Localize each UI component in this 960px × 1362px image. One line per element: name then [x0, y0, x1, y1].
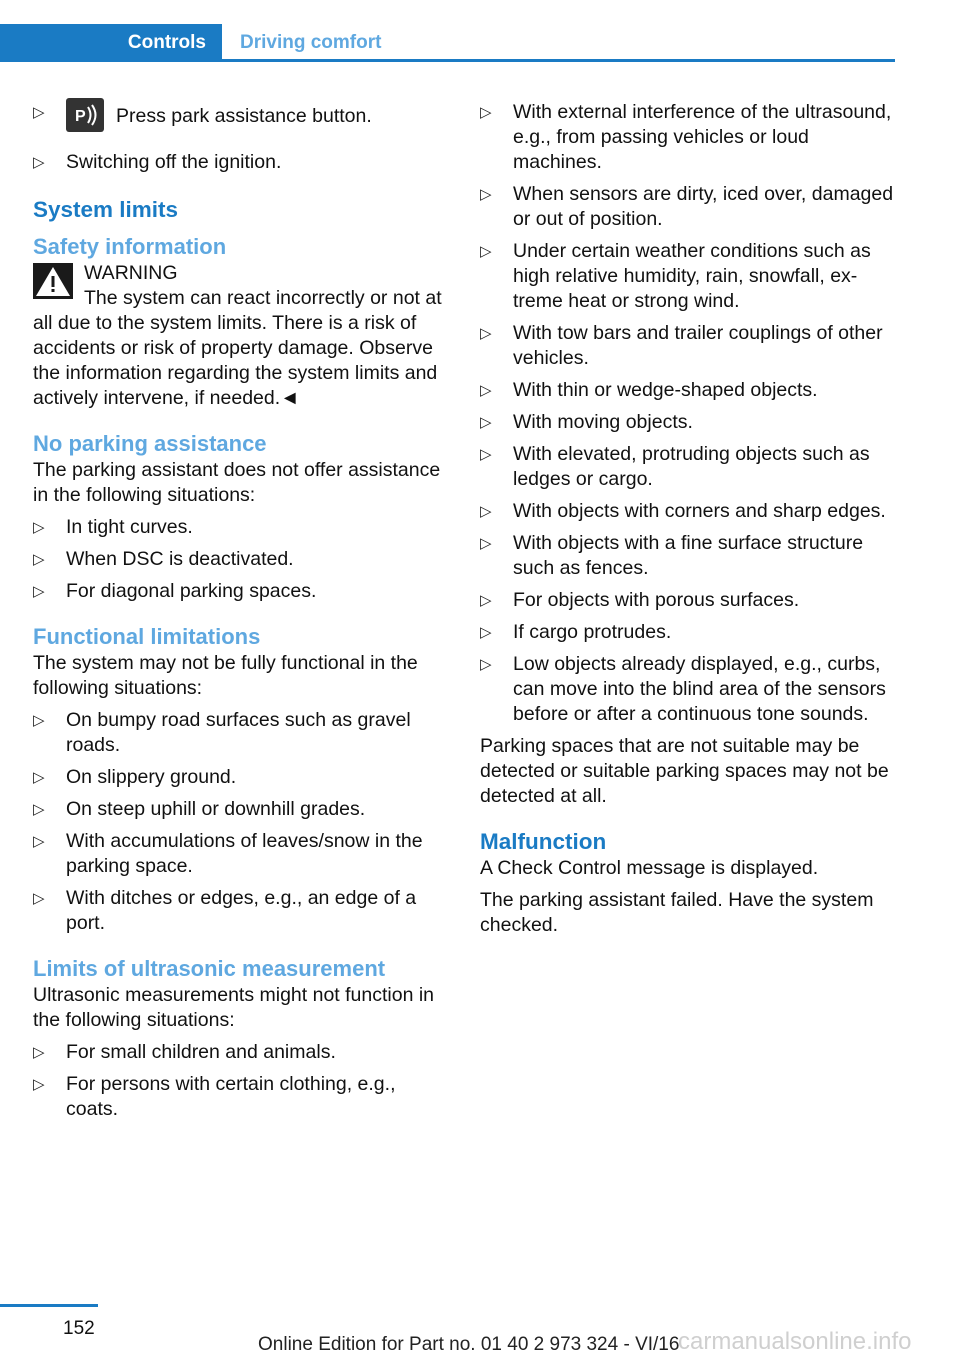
list-item-text: When sensors are dirty, iced over, damaged or out of position.	[513, 183, 894, 230]
list-item-text: Under certain weather conditions such as high relative humidity, rain, snowfall, extreme heat or strong wind.	[513, 240, 871, 312]
list-item	[33, 579, 451, 604]
list-item-text: With elevated, protruding objects such as ledges or cargo.	[513, 443, 870, 490]
list-item-text: With thin or wedge-shaped objects.	[513, 379, 818, 401]
list-item	[33, 100, 451, 134]
list-item	[33, 515, 451, 540]
list-item	[480, 100, 898, 175]
bullet-triangle-icon: ▷	[480, 414, 492, 431]
list-item-text: For objects with porous surfaces.	[513, 589, 800, 611]
page-number: 152	[63, 1318, 95, 1339]
bullet-triangle-icon: ▷	[480, 446, 492, 463]
heading-no-parking-assistance: No parking assistance	[33, 431, 267, 456]
bullet-triangle-icon: ▷	[33, 769, 45, 786]
list-item-text: Low objects already displayed, e.g., curbs, can move into the blind area of the sensors before or after a continuous tone sounds.	[513, 653, 886, 725]
list-item	[33, 829, 451, 879]
bullet-triangle-icon: ▷	[33, 712, 45, 729]
bullet-triangle-icon: ▷	[33, 583, 45, 600]
right-column	[480, 100, 898, 945]
list-item	[480, 620, 898, 645]
paragraph: Parking spaces that are not suitable may be detected or suitable parking spaces may not be detected at all.	[480, 735, 889, 807]
list-item	[33, 150, 451, 175]
heading-ultrasonic-limits: Limits of ultrasonic measurement	[33, 956, 386, 981]
list-item	[480, 378, 898, 403]
list-item-text: With objects with corners and sharp edges.	[513, 500, 886, 522]
bullet-triangle-icon: ▷	[480, 243, 492, 260]
list-item	[33, 765, 451, 790]
header-rule	[0, 59, 895, 62]
bullet-triangle-icon: ▷	[480, 503, 492, 520]
edition-text: Online Edition for Part no. 01 40 2 973 324 - VI/16	[258, 1334, 680, 1355]
bullet-triangle-icon: ▷	[33, 1044, 45, 1061]
paragraph: The parking assistant failed. Have the system checked.	[480, 889, 874, 936]
watermark-text: carmanualsonline.info	[678, 1328, 912, 1355]
warning-block	[33, 261, 451, 411]
list-item	[33, 547, 451, 572]
list-item	[480, 239, 898, 314]
heading-system-limits: System limits	[33, 197, 179, 222]
list-item	[480, 588, 898, 613]
list-item	[480, 182, 898, 232]
list-item	[33, 708, 451, 758]
tab-controls[interactable]: Controls	[0, 24, 222, 62]
list-item	[480, 410, 898, 435]
list-item-text: For small children and animals.	[66, 1041, 336, 1063]
list-item	[480, 652, 898, 727]
heading-functional-limitations: Functional limitations	[33, 624, 261, 649]
bullet-triangle-icon: ▷	[33, 801, 45, 818]
list-item-text: With objects with a fine surface structure such as fences.	[513, 532, 864, 579]
list-item	[33, 1040, 451, 1065]
list-item-text: Press park assistance button.	[116, 105, 372, 128]
list-item-text: In tight curves.	[66, 516, 193, 538]
list-item	[33, 886, 451, 936]
park-assist-button-icon	[66, 98, 104, 132]
list-item-text: With ditches or edges, e.g., an edge of a port.	[66, 887, 417, 934]
svg-text:P: P	[75, 108, 86, 125]
bullet-triangle-icon: ▷	[480, 186, 492, 203]
list-item-text: If cargo protrudes.	[513, 621, 672, 643]
list-item-text: When DSC is deactivated.	[66, 548, 294, 570]
warning-triangle-icon	[33, 263, 73, 299]
list-item-text: With accumulations of leaves/snow in the parking space.	[66, 830, 423, 877]
list-item-text: With tow bars and trailer couplings of other vehicles.	[513, 322, 883, 369]
list-item-text: With moving objects.	[513, 411, 693, 433]
warning-text: The system can react incorrectly or not at all due to the system limits. There is a risk of accidents or risk of property damage. Observe the information regarding the system limits and actively intervene, if needed.◄	[33, 287, 442, 409]
bullet-triangle-icon: ▷	[480, 535, 492, 552]
bullet-triangle-icon: ▷	[33, 1076, 45, 1093]
left-column	[33, 100, 451, 1129]
list-item-text: For persons with certain clothing, e.g., coats.	[66, 1073, 396, 1120]
heading-safety-information: Safety information	[33, 234, 227, 259]
tab-driving-comfort[interactable]: Driving comfort	[240, 32, 382, 53]
bullet-triangle-icon: ▷	[480, 656, 492, 673]
bullet-triangle-icon: ▷	[33, 833, 45, 850]
footer-rule	[0, 1304, 98, 1307]
bullet-triangle-icon: ▷	[480, 592, 492, 609]
list-item	[480, 531, 898, 581]
list-item	[33, 1072, 451, 1122]
list-item-text: Switching off the ignition.	[66, 151, 282, 173]
paragraph: The parking assistant does not offer assistance in the following situations:	[33, 459, 441, 506]
list-item-text: For diagonal parking spaces.	[66, 580, 317, 602]
header-tabbar	[0, 24, 895, 62]
bullet-triangle-icon: ▷	[480, 382, 492, 399]
bullet-triangle-icon: ▷	[480, 325, 492, 342]
list-item-text: On slippery ground.	[66, 766, 237, 788]
bullet-triangle-icon: ▷	[33, 104, 45, 121]
heading-malfunction: Malfunction	[480, 829, 607, 854]
bullet-triangle-icon: ▷	[33, 551, 45, 568]
paragraph: The system may not be fully functional in the following situations:	[33, 652, 418, 699]
bullet-triangle-icon: ▷	[480, 624, 492, 641]
bullet-triangle-icon: ▷	[480, 104, 492, 121]
list-item-text: On bumpy road surfaces such as gravel roads.	[66, 709, 411, 756]
paragraph: Ultrasonic measurements might not function in the following situations:	[33, 984, 435, 1031]
list-item	[480, 442, 898, 492]
list-item	[33, 797, 451, 822]
bullet-triangle-icon: ▷	[33, 519, 45, 536]
list-item	[480, 499, 898, 524]
paragraph: A Check Control message is displayed.	[480, 857, 819, 879]
list-item-text: On steep uphill or downhill grades.	[66, 798, 366, 820]
bullet-triangle-icon: ▷	[33, 890, 45, 907]
list-item-text: With external interference of the ultrasound, e.g., from passing vehicles or loud machines.	[513, 101, 892, 173]
bullet-triangle-icon: ▷	[33, 154, 45, 171]
list-item	[480, 321, 898, 371]
warning-title: WARNING	[84, 262, 178, 284]
